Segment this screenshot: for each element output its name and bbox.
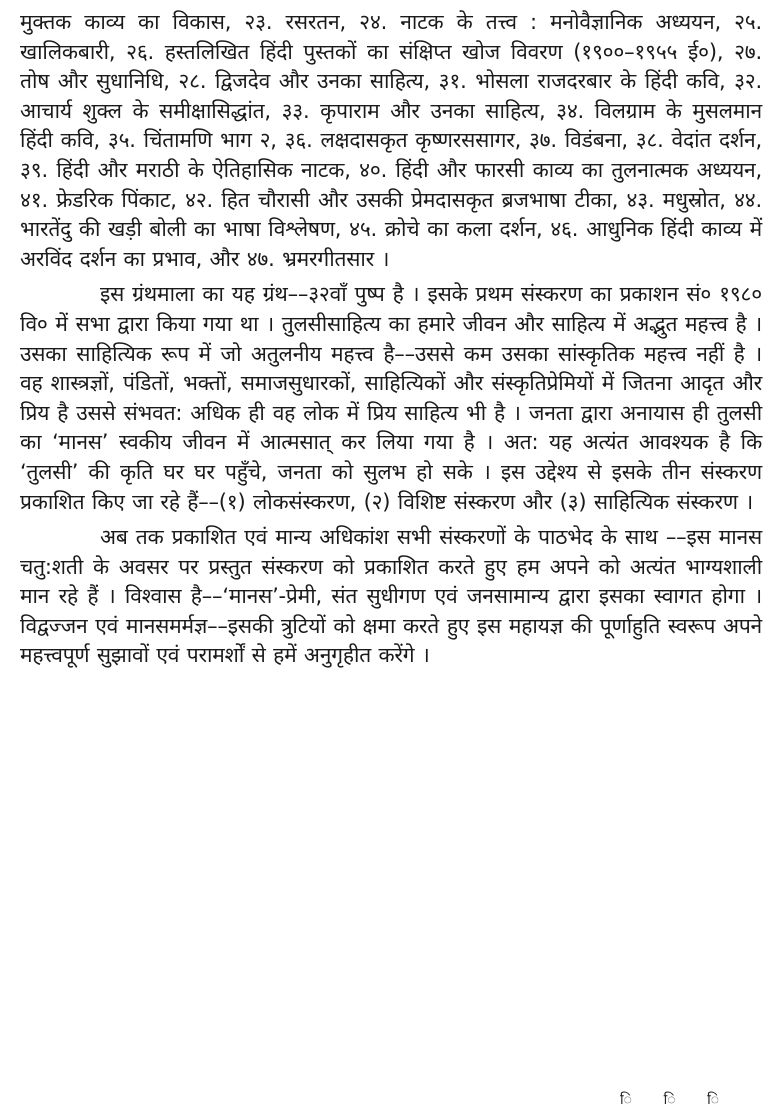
- signature-fragment: ि ि ि: [620, 1092, 748, 1108]
- paragraph-closing-note: अब तक प्रकाशित एवं मान्य अधिकांश सभी संस्करणों के पाठभेद के साथ ––इस मानस चतु:शती के अवसर पर प्रस्तुत संस्करण को प्रकाशित करते हुए हम अपने को अत्यंत भाग्यशाली मान रहे हैं । विश्वास है––‘मानस’-प्रेमी, संत सुधीगण एवं जनसामान्य द्वारा इसका स्वागत होगा । विद्वज्जन एवं मानसमर्मज्ञ––इसकी त्रुटियों को क्षमा करते हुए इस महायज्ञ की पूर्णाहुति स्वरूप अपने महत्त्वपूर्ण सुझावों एवं परामर्शों से हमें अनुगृहीत करेंगे ।: [20, 525, 762, 668]
- paragraph-series-list: मुक्तक काव्य का विकास, २३. रसरतन, २४. नाटक के तत्त्व : मनोवैज्ञानिक अध्ययन, २५. खालिकबारी, २६. हस्तलिखित हिंदी पुस्तकों का संक्षिप्त खोज विवरण (१९००–१९५५ ई०), २७. तोष और सुधानिधि, २८. द्विजदेव और उनका साहित्य, ३१. भोसला राजदरबार के हिंदी कवि, ३२. आचार्य शुक्ल के समीक्षासिद्धांत, ३३. कृपाराम और उनका साहित्य, ३४. विलग्राम के मुसलमान हिंदी कवि, ३५. चिंतामणि भाग २, ३६. लक्षदासकृत कृष्णरससागर, ३७. विडंबना, ३८. वेदांत दर्शन, ३९. हिंदी और मराठी के ऐतिहासिक नाटक, ४०. हिंदी और फारसी काव्य का तुलनात्मक अध्ययन, ४१. फ्रेडरिक पिंकाट, ४२. हित चौरासी और उसकी प्रेमदासकृत ब्रजभाषा टीका, ४३. मधुस्रोत, ४४. भारतेंदु की खड़ी बोली का भाषा विश्लेषण, ४५. क्रोचे का कला दर्शन, ४६. आधुनिक हिंदी काव्य में अरविंद दर्शन का प्रभाव, और ४७. भ्रमरगीतसार ।: [20, 10, 762, 271]
- paragraph-publication-note: इस ग्रंथमाला का यह ग्रंथ––३२वाँ पुष्प है । इसके प्रथम संस्करण का प्रकाशन सं० १९८० वि० में सभा द्वारा किया गया था । तुलसीसाहित्य का हमारे जीवन और साहित्य में अद्भुत महत्त्व है । उसका साहित्यिक रूप में जो अतुलनीय महत्त्व है––उससे कम उसका सांस्कृतिक महत्त्व नहीं है । वह शास्त्रज्ञों, पंडितों, भक्तों, समाजसुधारकों, साहित्यिकों और संस्कृतिप्रेमियों में जितना आदृत और प्रिय है उससे संभवत: अधिक ही वह लोक में प्रिय साहित्य भी है । जनता द्वारा अनायास ही तुलसी का ‘मानस’ स्वकीय जीवन में आत्मसात् कर लिया गया है । अत: यह अत्यंत आवश्यक है कि ‘तुलसी’ की कृति घर घर पहुँचे, जनता को सुलभ हो सके । इस उद्देश्य से इसके तीन संस्करण प्रकाशित किए जा रहे हैं––(१) लोकसंस्करण, (२) विशिष्ट संस्करण और (३) साहित्यिक संस्करण ।: [20, 282, 762, 514]
- document-page: [20, 8, 762, 671]
